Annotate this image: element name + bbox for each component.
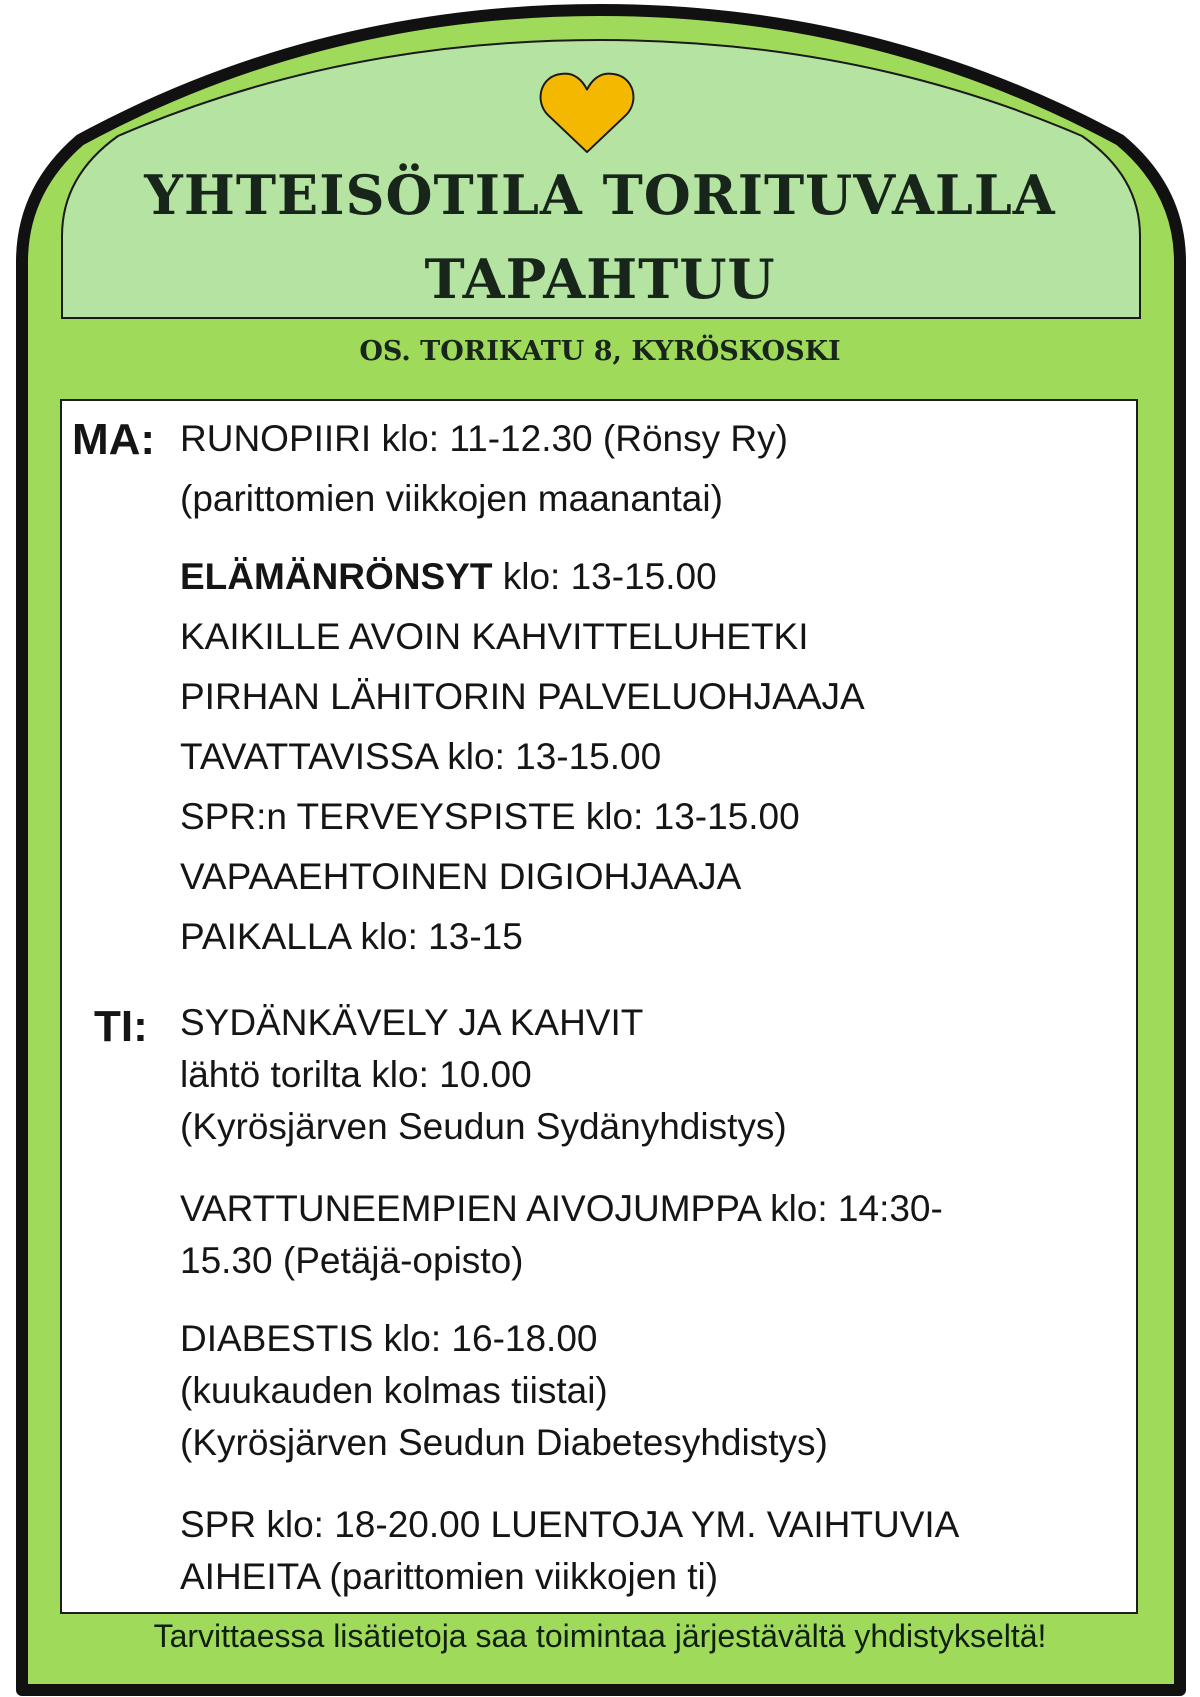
address: OS. TORIKATU 8, KYRÖSKOSKI (359, 336, 841, 367)
elamanronsyt-name: ELÄMÄNRÖNSYT (180, 556, 493, 597)
monday-elamanronsyt (180, 558, 1140, 595)
heart-icon (538, 70, 636, 156)
tuesday-brain-gym: VARTTUNEEMPIEN AIVOJUMPPA klo: 14:30- (180, 1188, 943, 1229)
monday-digi: VAPAAEHTOINEN DIGIOHJAAJA (180, 856, 742, 897)
footer-note: Tarvittaessa lisätietoja saa toimintaa järjestävältä yhdistykseltä! (153, 1618, 1047, 1654)
tuesday-heart-walk-org: (Kyrösjärven Seudun Sydänyhdistys) (180, 1106, 787, 1147)
tuesday-brain-gym-time: 15.30 (Petäjä-opisto) (180, 1240, 524, 1281)
monday-digi-time: PAIKALLA klo: 13-15 (180, 916, 523, 957)
monday-pirha-time: TAVATTAVISSA klo: 13-15.00 (180, 736, 662, 777)
day-label-tuesday: TI: (94, 1002, 148, 1051)
tuesday-diabetes-org: (Kyrösjärven Seudun Diabetesyhdistys) (180, 1422, 828, 1463)
tuesday-heart-walk-time: lähtö torilta klo: 10.00 (180, 1054, 532, 1095)
monday-coffee: KAIKILLE AVOIN KAHVITTELUHETKI (180, 616, 809, 657)
monday-pirha: PIRHAN LÄHITORIN PALVELUOHJAAJA (180, 676, 865, 717)
title-line-2: TAPAHTUU (424, 247, 776, 311)
tuesday-heart-walk: SYDÄNKÄVELY JA KAHVIT (180, 1002, 644, 1043)
elamanronsyt-time: klo: 13-15.00 (492, 556, 717, 597)
tuesday-diabetes-note: (kuukauden kolmas tiistai) (180, 1370, 608, 1411)
tuesday-spr-note: AIHEITA (parittomien viikkojen ti) (180, 1556, 719, 1597)
tuesday-spr: SPR klo: 18-20.00 LUENTOJA YM. VAIHTUVIA (180, 1504, 960, 1545)
day-label-monday: MA: (72, 415, 156, 464)
monday-spr-health: SPR:n TERVEYSPISTE klo: 13-15.00 (180, 796, 800, 837)
title-line-1: YHTEISÖTILA TORITUVALLA (144, 163, 1056, 227)
tuesday-diabetes: DIABESTIS klo: 16-18.00 (180, 1318, 598, 1359)
monday-runopiiri-note: (parittomien viikkojen maanantai) (180, 478, 723, 519)
monday-runopiiri: RUNOPIIRI klo: 11-12.30 (Rönsy Ry) (180, 418, 788, 459)
